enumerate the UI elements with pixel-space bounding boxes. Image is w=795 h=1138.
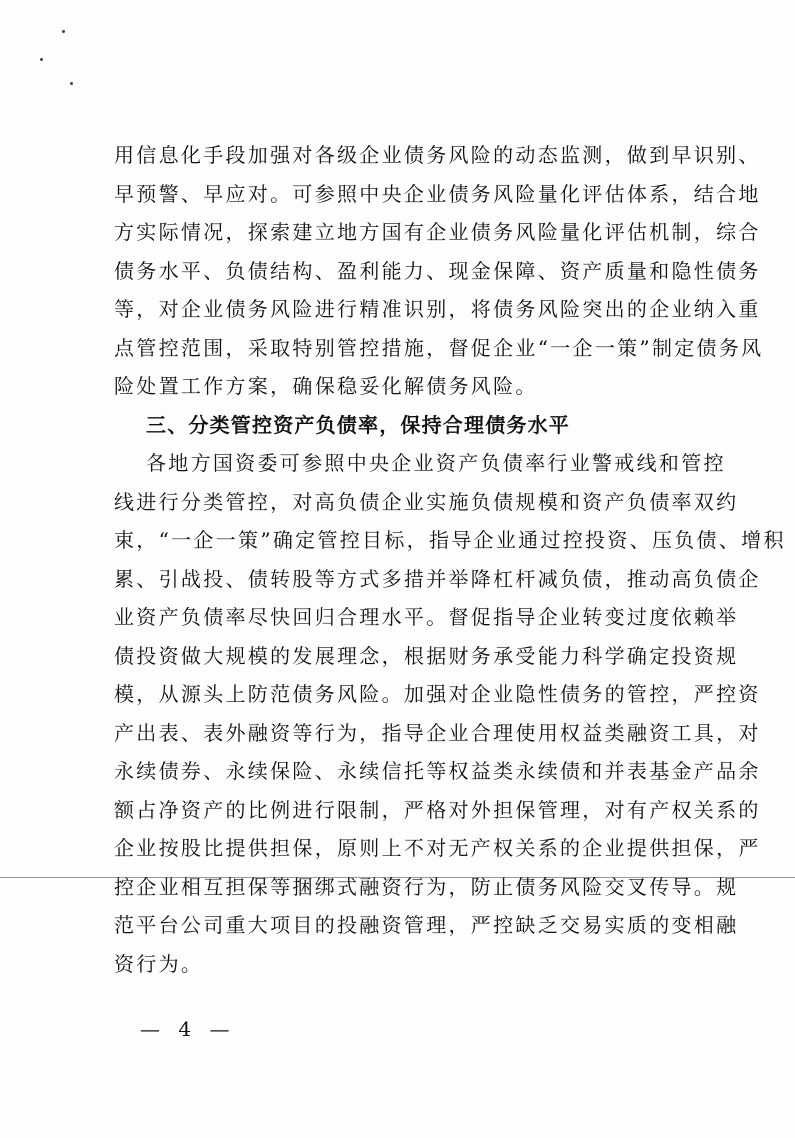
paragraph-line: 控企业相互担保等捆绑式融资行为，防止债务风险交叉传导。规 [114, 874, 739, 899]
paragraph-line: 等，对企业债务风险进行精准识别，将债务风险突出的企业纳入重 [114, 297, 761, 321]
paragraph-line: 险处置工作方案，确保稳妥化解债务风险。 [114, 374, 538, 398]
paragraph-line: 用信息化手段加强对各级企业债务风险的动态监测，做到早识别、 [114, 143, 761, 167]
paragraph-line: 产出表、表外融资等行为，指导企业合理使用权益类融资工具，对 [114, 720, 761, 745]
paragraph-line: 方实际情况，探索建立地方国有企业债务风险量化评估机制，综合 [114, 220, 761, 244]
paragraph-line: 范平台公司重大项目的投融资管理，严控缺乏交易实质的变相融 [114, 913, 739, 937]
scan-speck [70, 82, 73, 85]
scan-speck [62, 30, 65, 33]
paragraph-line: 业资产负债率尽快回归合理水平。督促指导企业转变过度依赖举 [114, 605, 739, 629]
paragraph-line: 线进行分类管控，对高负债企业实施负债规模和资产负债率双约 [114, 489, 739, 514]
paragraph-line: 债务水平、负债结构、盈利能力、现金保障、资产质量和隐性债务 [114, 258, 761, 283]
paragraph-line: 累、引战投、债转股等方式多措并举降杠杆减负债，推动高负债企 [114, 566, 761, 591]
section-heading: 三、分类管控资产负债率，保持合理债务水平 [146, 412, 570, 437]
paragraph-line: 早预警、早应对。可参照中央企业债务风险量化评估体系，结合地 [114, 181, 761, 206]
paragraph-line: 束，“一企一策”确定管控目标，指导企业通过控投资、压负债、增积 [114, 528, 786, 552]
paragraph-line: 永续债券、永续保险、永续信托等权益类永续债和并表基金产品余 [114, 759, 761, 783]
paragraph-line: 各地方国资委可参照中央企业资产负债率行业警戒线和管控 [146, 451, 726, 475]
paragraph-line: 债投资做大规模的发展理念，根据财务承受能力科学确定投资规 [114, 643, 739, 668]
paragraph-line: 模，从源头上防范债务风险。加强对企业隐性债务的管控，严控资 [114, 682, 761, 706]
paragraph-line: 资行为。 [114, 951, 204, 976]
page-number: — 4 — [140, 1017, 236, 1041]
paragraph-line: 点管控范围，采取特别管控措施，督促企业“一企一策”制定债务风 [114, 335, 764, 360]
paragraph-line: 企业按股比提供担保，原则上不对无产权关系的企业提供担保，严 [114, 836, 761, 860]
scan-speck [40, 58, 43, 61]
body-text [114, 136, 786, 983]
paragraph-line: 额占净资产的比例进行限制，严格对外担保管理，对有产权关系的 [114, 797, 761, 822]
